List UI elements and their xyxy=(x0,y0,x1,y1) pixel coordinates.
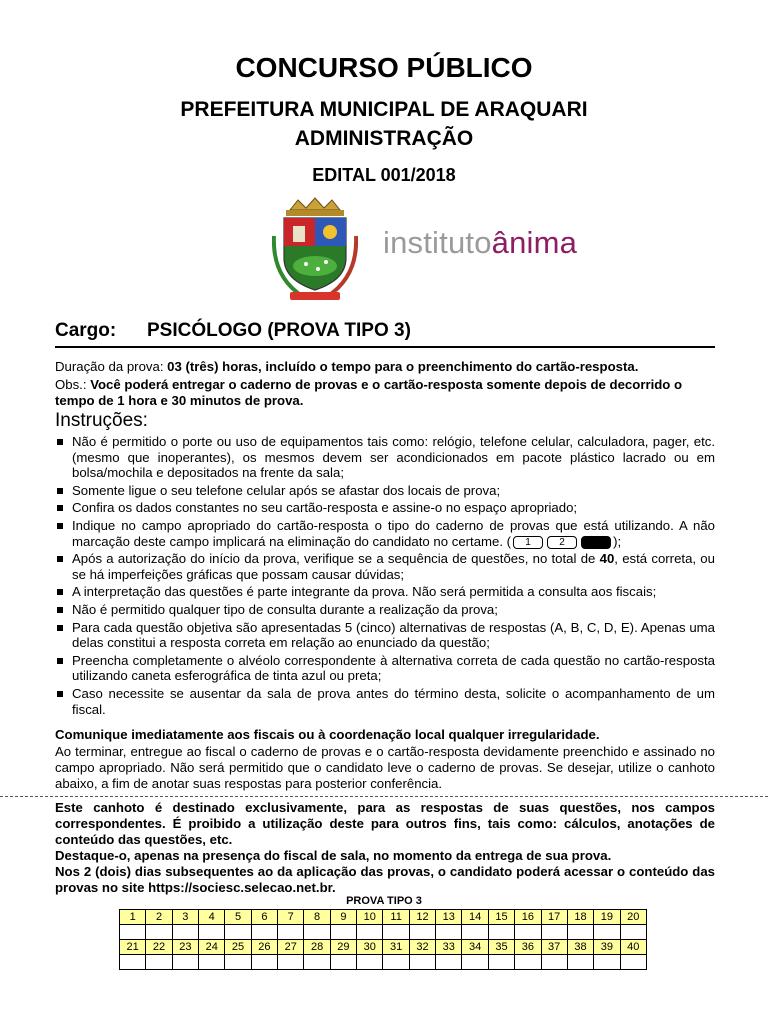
list-item xyxy=(55,518,715,549)
list-item: Não é permitido qualquer tipo de consulta durante a realização da prova; xyxy=(55,602,715,618)
answer-number-cell: 20 xyxy=(620,910,646,925)
duracao-label: Duração da prova: xyxy=(55,359,168,374)
answer-number-cell: 27 xyxy=(278,940,304,955)
answer-input-cell[interactable] xyxy=(488,955,514,970)
answer-number-cell: 37 xyxy=(541,940,567,955)
marker-end: ); xyxy=(613,533,622,549)
answer-number-cell: 17 xyxy=(541,910,567,925)
answer-number-cell: 34 xyxy=(462,940,488,955)
canhoto-paragraph-2: Destaque-o, apenas na presença do fiscal de sala, no momento da entrega de sua prova. xyxy=(55,848,612,863)
logo-prefix: instituto xyxy=(383,225,492,260)
answer-grid xyxy=(119,909,647,970)
answer-numbers-row-1 xyxy=(120,910,647,925)
cut-line-divider xyxy=(0,796,768,797)
answer-number-cell: 12 xyxy=(409,910,435,925)
answer-input-cell[interactable] xyxy=(436,955,462,970)
answer-input-cell[interactable] xyxy=(146,925,172,940)
answer-input-cell[interactable] xyxy=(146,955,172,970)
answer-input-cell[interactable] xyxy=(515,925,541,940)
canhoto-paragraph-1: Este canhoto é destinado exclusivamente, para as respostas de suas questões, nos campos correspondentes. É proibido a utilização deste para outros fins, tais como: cálculos, anotações de conteúdo das questões, etc. xyxy=(55,800,715,847)
answer-number-cell: 26 xyxy=(251,940,277,955)
duracao-value: 03 (três) horas, incluído o tempo para o preenchimento do cartão-resposta. xyxy=(167,359,639,374)
answer-input-cell[interactable] xyxy=(594,925,620,940)
answer-number-cell: 5 xyxy=(225,910,251,925)
list-item: Não é permitido o porte ou uso de equipamentos tais como: relógio, telefone celular, calculadora, pager, etc. (mesmo que inoperantes), os mesmos devem ser acondicionados em pacote plástico lacrado ou em bolsa/mochila e depositados na frente da sala; xyxy=(55,434,715,481)
answer-number-cell: 29 xyxy=(330,940,356,955)
answer-input-cell[interactable] xyxy=(330,925,356,940)
answer-input-cell[interactable] xyxy=(541,925,567,940)
answer-number-cell: 31 xyxy=(383,940,409,955)
list-item-text: Indique no campo apropriado do cartão-resposta o tipo do caderno de provas que está utilizando. A não marcação deste campo implicará na eliminação do candidato no certame. ( xyxy=(72,517,715,549)
answer-blank-row-1 xyxy=(120,925,647,940)
answer-input-cell[interactable] xyxy=(488,925,514,940)
answer-number-cell: 36 xyxy=(515,940,541,955)
list-item: A interpretação das questões é parte integrante da prova. Não será permitida a consulta aos fiscais; xyxy=(55,584,715,600)
answer-numbers-row-2 xyxy=(120,940,647,955)
answer-number-cell: 21 xyxy=(120,940,146,955)
answer-number-cell: 15 xyxy=(488,910,514,925)
answer-number-cell: 7 xyxy=(278,910,304,925)
cargo-value: PSICÓLOGO (PROVA TIPO 3) xyxy=(147,320,411,341)
answer-number-cell: 22 xyxy=(146,940,172,955)
canhoto-text xyxy=(55,800,715,896)
answer-input-cell[interactable] xyxy=(620,925,646,940)
answer-input-cell[interactable] xyxy=(304,925,330,940)
prefeitura-heading: PREFEITURA MUNICIPAL DE ARAQUARI xyxy=(180,98,588,121)
answer-number-cell: 19 xyxy=(594,910,620,925)
prova-tipo-label: PROVA TIPO 3 xyxy=(346,895,422,907)
answer-input-cell[interactable] xyxy=(225,925,251,940)
answer-input-cell[interactable] xyxy=(462,955,488,970)
list-item-text: Após a autorização do início da prova, verifique se a sequência de questões, no total de xyxy=(72,551,600,567)
answer-input-cell[interactable] xyxy=(567,925,593,940)
answer-input-cell[interactable] xyxy=(515,955,541,970)
list-item: Preencha completamente o alvéolo correspondente à alternativa correta de cada questão no cartão-resposta utilizando caneta esferográfica de tinta azul ou preta; xyxy=(55,653,715,684)
answer-number-cell: 40 xyxy=(620,940,646,955)
answer-input-cell[interactable] xyxy=(409,955,435,970)
answer-number-cell: 30 xyxy=(357,940,383,955)
answer-number-cell: 35 xyxy=(488,940,514,955)
answer-input-cell[interactable] xyxy=(330,955,356,970)
answer-input-cell[interactable] xyxy=(357,925,383,940)
answer-number-cell: 11 xyxy=(383,910,409,925)
answer-input-cell[interactable] xyxy=(357,955,383,970)
answer-input-cell[interactable] xyxy=(383,925,409,940)
answer-number-cell: 18 xyxy=(567,910,593,925)
list-item: Confira os dados constantes no seu cartão-resposta e assine-o no espaço apropriado; xyxy=(55,500,715,516)
answer-number-cell: 4 xyxy=(199,910,225,925)
answer-input-cell[interactable] xyxy=(251,925,277,940)
answer-input-cell[interactable] xyxy=(251,955,277,970)
answer-number-cell: 32 xyxy=(409,940,435,955)
answer-blank-row-2 xyxy=(120,955,647,970)
answer-number-cell: 38 xyxy=(567,940,593,955)
prova-tipo-marker-1: 1 xyxy=(513,536,543,549)
answer-number-cell: 25 xyxy=(225,940,251,955)
canhoto-paragraph-3: Nos 2 (dois) dias subsequentes ao da aplicação das provas, o candidato poderá acessar o conteúdo das provas no site https://sociesc.selecao.net.br. xyxy=(55,864,715,895)
answer-number-cell: 33 xyxy=(436,940,462,955)
answer-input-cell[interactable] xyxy=(225,955,251,970)
answer-input-cell[interactable] xyxy=(383,955,409,970)
answer-input-cell[interactable] xyxy=(278,955,304,970)
list-item: Somente ligue o seu telefone celular após se afastar dos locais de prova; xyxy=(55,483,715,499)
answer-number-cell: 10 xyxy=(357,910,383,925)
answer-input-cell[interactable] xyxy=(172,925,198,940)
answer-number-cell: 39 xyxy=(594,940,620,955)
answer-input-cell[interactable] xyxy=(120,955,146,970)
answer-number-cell: 2 xyxy=(146,910,172,925)
answer-input-cell[interactable] xyxy=(199,955,225,970)
answer-input-cell[interactable] xyxy=(594,955,620,970)
instrucoes-list xyxy=(55,434,715,719)
logo-suffix: ânima xyxy=(491,225,578,260)
answer-input-cell[interactable] xyxy=(172,955,198,970)
page-title: CONCURSO PÚBLICO xyxy=(235,52,533,83)
obs-text xyxy=(55,377,715,409)
comunique-text: Comunique imediatamente aos fiscais ou à coordenação local qualquer irregularidade. xyxy=(55,727,600,742)
answer-input-cell[interactable] xyxy=(620,955,646,970)
answer-number-cell: 24 xyxy=(199,940,225,955)
answer-number-cell: 9 xyxy=(330,910,356,925)
answer-input-cell[interactable] xyxy=(278,925,304,940)
answer-number-cell: 16 xyxy=(515,910,541,925)
answer-input-cell[interactable] xyxy=(462,925,488,940)
answer-input-cell[interactable] xyxy=(120,925,146,940)
duracao-text xyxy=(55,359,715,375)
answer-number-cell: 1 xyxy=(120,910,146,925)
list-item-text-end: , está correta, ou se há imperfeições gráficas que possam causar dúvidas; xyxy=(72,551,715,582)
araquari-crest-logo xyxy=(272,196,358,304)
answer-input-cell[interactable] xyxy=(199,925,225,940)
answer-number-cell: 23 xyxy=(172,940,198,955)
instituto-anima-logo xyxy=(383,225,577,261)
total-questoes: 40 xyxy=(599,551,615,567)
answer-input-cell[interactable] xyxy=(436,925,462,940)
cargo-underline xyxy=(55,346,715,348)
area-heading: ADMINISTRAÇÃO xyxy=(294,127,474,150)
obs-value: Você poderá entregar o caderno de provas e o cartão-resposta somente depois de decorrido o tempo de 1 hora e 30 minutos de prova. xyxy=(55,377,683,408)
answer-input-cell[interactable] xyxy=(409,925,435,940)
prova-tipo-marker-3-filled xyxy=(581,536,611,549)
answer-number-cell: 28 xyxy=(304,940,330,955)
ao-terminar-text: Ao terminar, entregue ao fiscal o caderno de provas e o cartão-resposta devidamente preenchido e assinado no campo apropriado. Não será permitido que o candidato leve o caderno de provas. Se desejar, utilize o canhoto abaixo, a fim de anotar suas respostas para posterior conferência. xyxy=(55,744,715,791)
answer-number-cell: 6 xyxy=(251,910,277,925)
answer-number-cell: 14 xyxy=(462,910,488,925)
answer-number-cell: 13 xyxy=(436,910,462,925)
prova-tipo-marker-2: 2 xyxy=(547,536,577,549)
answer-input-cell[interactable] xyxy=(541,955,567,970)
cargo-label: Cargo: xyxy=(55,320,117,341)
list-item xyxy=(55,551,715,582)
answer-number-cell: 3 xyxy=(172,910,198,925)
instrucoes-title: Instruções: xyxy=(55,410,148,431)
list-item: Para cada questão objetiva são apresentadas 5 (cinco) alternativas de respostas (A, B, C, D, E). Apenas uma delas constitui a resposta correta em relação ao enunciado da questão; xyxy=(55,620,715,651)
edital-heading: EDITAL 001/2018 xyxy=(312,165,456,185)
answer-input-cell[interactable] xyxy=(567,955,593,970)
answer-input-cell[interactable] xyxy=(304,955,330,970)
answer-number-cell: 8 xyxy=(304,910,330,925)
list-item: Caso necessite se ausentar da sala de prova antes do término desta, solicite o acompanhamento de um fiscal. xyxy=(55,686,715,717)
obs-label: Obs.: xyxy=(55,377,91,392)
